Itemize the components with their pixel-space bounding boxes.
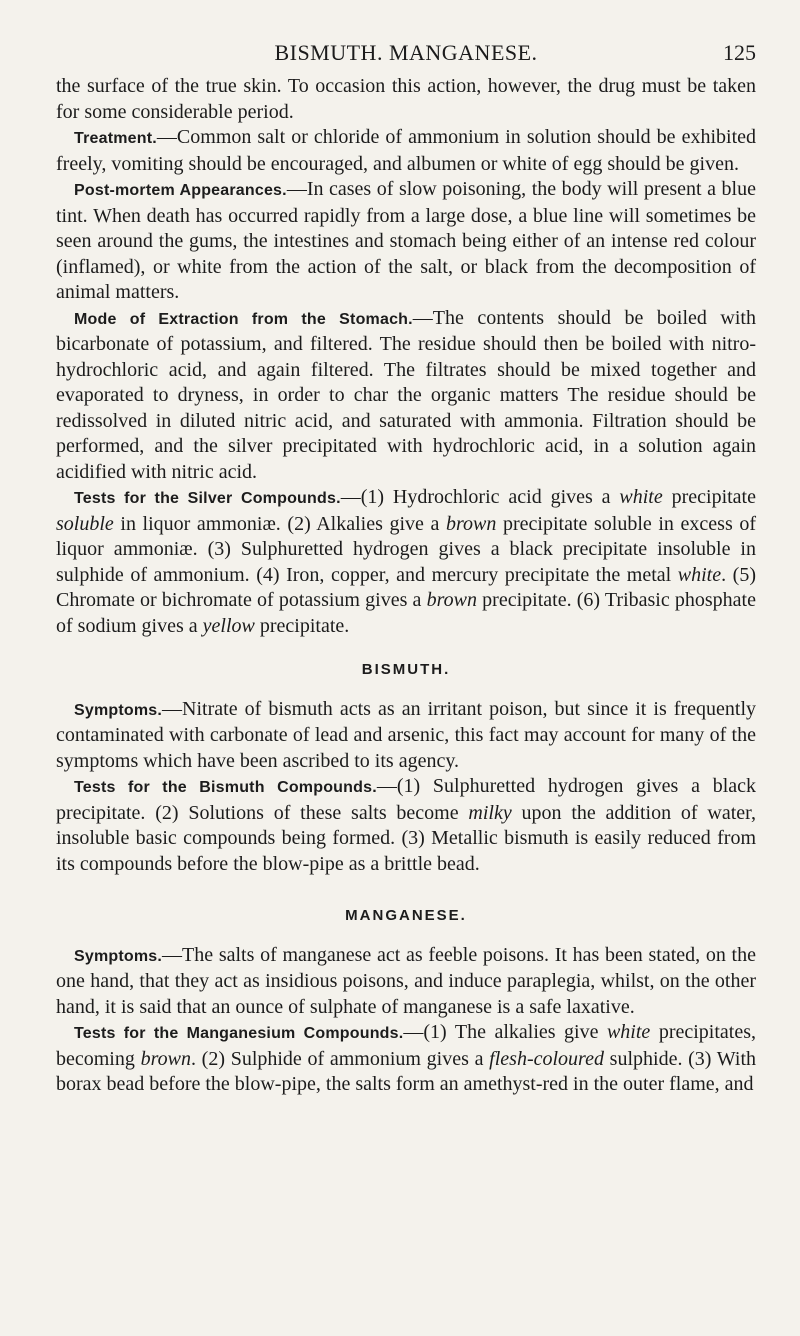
extraction-body: —The contents should be boiled with bicarbonate of potassium, and filtered. The residue should then be boiled with nitro-hydrochloric acid, and again filtered. The filtrates should be mixed together and evaporated to dryness, in order to char the organic matters The residue should be redissolved in diluted nitric acid, and saturated with ammonia. Filtration should be performed, and the silver precipitated with hydrochloric acid, in a solution again acidified with nitric acid.: [56, 306, 756, 483]
running-title: BISMUTH. MANGANESE.: [274, 40, 538, 65]
manganese-symptoms-body: —The salts of manganese act as feeble poisons. It has been stated, on the one hand, that they act as insidious poisons, and induce paraplegia, whilst, on the other hand, it is said that an ounce of sulphate of manganese is a safe laxative.: [56, 943, 756, 1018]
manganese-tests-italic: flesh-coloured: [489, 1047, 604, 1070]
post-mortem-heading: Post-mortem Appearances.: [74, 182, 287, 199]
manganese-tests-italic: white: [606, 1021, 651, 1043]
extraction-heading: Mode of Extraction from the Stomach.: [74, 310, 413, 328]
silver-tests-italic: white: [619, 486, 663, 508]
manganese-tests-text: precipitates, becoming: [56, 1021, 756, 1070]
silver-tests-text: precipitate. (6) Tribasic phosphate of sodium gives a: [56, 589, 756, 637]
bismuth-symptoms-body: —Nitrate of bismuth acts as an irritant poison, but since it is frequently contaminated with carbonate of lead and arsenic, this fact may account for many of the symptoms which have been ascribed to its agency.: [56, 697, 756, 772]
silver-tests-text: in liquor ammoniæ. (2) Alkalies give a: [113, 512, 446, 535]
bismuth-symptoms-heading: Symptoms.: [74, 701, 163, 719]
silver-tests-italic: brown: [446, 512, 497, 535]
manganese-symptoms-heading: Symptoms.: [74, 947, 163, 965]
silver-tests-italic: yellow: [202, 614, 255, 637]
manganese-tests-paragraph: [56, 1020, 756, 1098]
page-number: 125: [723, 40, 756, 65]
silver-tests-text: . (5) Chromate or bichromate of potassium gives a: [56, 563, 756, 611]
bismuth-section-title: BISMUTH.: [361, 661, 451, 678]
bismuth-tests-heading: Tests for the Bismuth Compounds.: [74, 779, 377, 796]
silver-tests-text: precipitate.: [254, 614, 350, 637]
silver-tests-paragraph: [56, 485, 756, 639]
silver-tests-heading: Tests for the Silver Compounds.: [74, 490, 341, 507]
extraction-paragraph: [56, 306, 756, 486]
silver-tests-italic: soluble: [56, 512, 114, 535]
treatment-paragraph: [56, 125, 756, 177]
manganese-tests-text: . (2) Sulphide of ammonium gives a: [190, 1047, 490, 1070]
silver-tests-italic: white: [677, 563, 722, 586]
silver-tests-italic: brown: [426, 589, 477, 611]
post-mortem-body: —In cases of slow poisoning, the body will present a blue tint. When death has occurred rapidly from a large dose, a blue line will sometimes be seen around the gums, the intestines and stomach being either of an intense red colour (inflamed), or white from the action of the salt, or black from the decomposition of animal matters.: [56, 178, 756, 303]
manganese-section-title: MANGANESE.: [345, 907, 467, 924]
silver-tests-text: —(1) Hydrochloric acid gives a: [340, 486, 620, 508]
manganese-tests-text: sulphide. (3) With borax bead before the blow-pipe, the salts form an amethyst-red in the outer flame, and: [56, 1047, 756, 1095]
bismuth-symptoms-paragraph: [56, 697, 756, 775]
body-text: [56, 74, 756, 1098]
intro-paragraph: the surface of the true skin. To occasion this action, however, the drug must be taken for some considerable period.: [56, 75, 756, 123]
bismuth-tests-italic: milky: [468, 801, 512, 824]
running-header: [56, 34, 756, 74]
bismuth-tests-paragraph: [56, 774, 756, 877]
manganese-tests-heading: Tests for the Manganesium Compounds.: [74, 1025, 404, 1042]
treatment-body: —Common salt or chloride of ammonium in solution should be exhibited freely, vomiting should be encouraged, and albumen or white of egg should be given.: [56, 126, 756, 175]
treatment-heading: Treatment.: [74, 130, 157, 147]
silver-tests-text: precipitate: [662, 486, 756, 508]
manganese-symptoms-paragraph: [56, 943, 756, 1021]
post-mortem-paragraph: [56, 177, 756, 306]
manganese-tests-text: —(1) The alkalies give: [403, 1021, 607, 1043]
silver-tests-text: precipitate soluble in excess of liquor ammoniæ. (3) Sulphuretted hydrogen gives a black precipitate insoluble in sulphide of ammonium. (4) Iron, copper, and mercury precipitate the metal: [56, 512, 756, 586]
bismuth-tests-text: upon the addition of water, insoluble basic compounds being formed. (3) Metallic bismuth is easily reduced from its compounds before the blow-pipe as a brittle bead.: [56, 801, 756, 875]
bismuth-tests-text: —(1) Sulphuretted hydrogen gives a black precipitate. (2) Solutions of these salts become: [56, 775, 757, 824]
manganese-tests-italic: brown: [140, 1047, 191, 1070]
